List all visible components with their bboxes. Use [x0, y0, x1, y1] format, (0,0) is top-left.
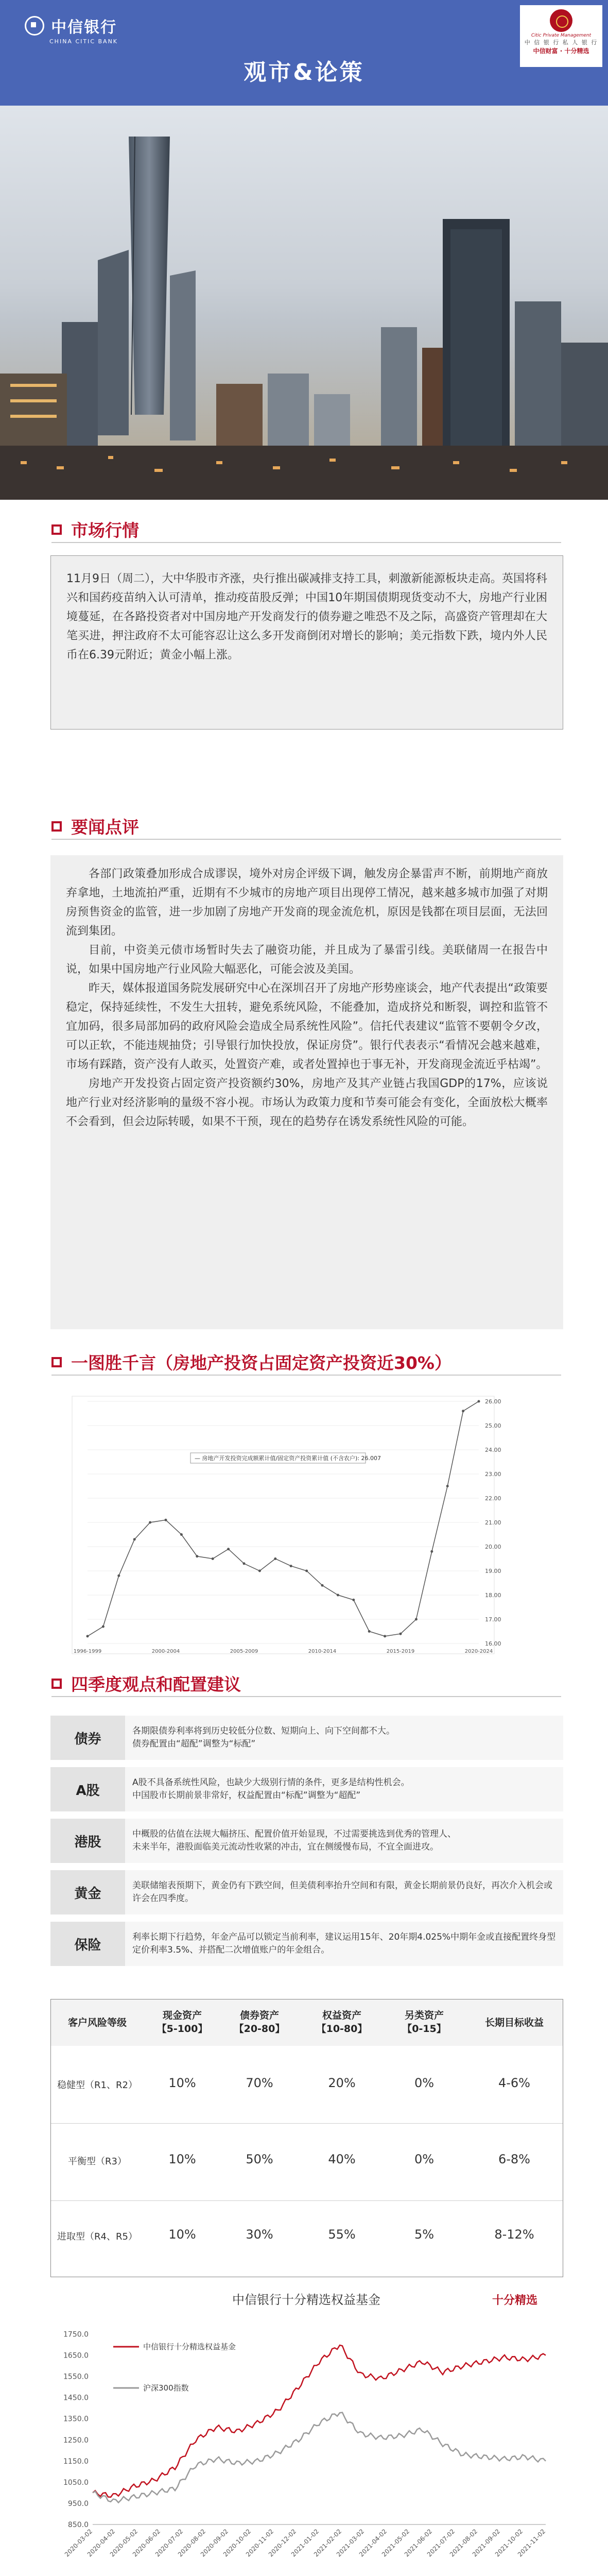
fund-x-tick-label: 2021-01-02 — [289, 2528, 321, 2558]
fund-y-tick-label: 1150.0 — [63, 2457, 89, 2466]
allocation-row-insurance — [50, 1922, 563, 1966]
seal-icon — [550, 9, 572, 32]
ratio-data-point — [368, 1630, 371, 1633]
fund-y-tick-label: 950.0 — [67, 2499, 89, 2508]
y-tick-label: 19.00 — [485, 1568, 501, 1574]
ratio-data-point — [212, 1557, 214, 1560]
allocation-line: 未来半年，港股面临美元流动性收紧的冲击，宜在侧缓慢布局，不宜全面进攻。 — [132, 1842, 439, 1852]
page-title: 观市&论策 — [244, 59, 364, 86]
cell-bond: 50% — [246, 2152, 273, 2166]
fund-x-tick-label: 2020-04-02 — [85, 2528, 117, 2558]
header-equity: 权益资产 【10-80】 — [316, 2010, 368, 2035]
realestate-ratio-svg — [67, 1391, 543, 1668]
y-tick-label: 25.00 — [485, 1422, 501, 1429]
bank-name-en: CHINA CITIC BANK — [49, 38, 118, 45]
section-square-icon — [51, 1357, 62, 1367]
header-banner — [0, 0, 608, 106]
allocation-value — [125, 1767, 563, 1811]
ratio-data-point — [180, 1533, 183, 1536]
section-allocation-heading — [51, 1671, 241, 1696]
cell-cash: 10% — [168, 2152, 196, 2166]
header-bond: 债券资产 【20-80】 — [234, 2010, 285, 2035]
citic-bank-logo — [25, 14, 118, 45]
allocation-line: 债券配置由“超配”调整为“标配” — [132, 1739, 256, 1749]
ratio-data-point — [290, 1565, 292, 1567]
points-paragraph: 房地产开发投资占固定资产投资额约30%，房地产及其产业链占我国GDP的17%，应该说地产行业对经济影响的量级不容小视。市场认为政策力度和节奏可能会有变化，全面放松大概率不会看到，但会边际转暖，如果不干预，现在的趋势存在诱发系统性风险的可能。 — [66, 1077, 548, 1128]
section-allocation-title: 四季度观点和配置建议 — [71, 1674, 241, 1694]
cell-cash: 10% — [168, 2076, 196, 2090]
ratio-data-point — [430, 1550, 433, 1553]
fund-chart-title: 中信银行十分精选权益基金 — [232, 2293, 380, 2307]
bank-name-cn: 中信银行 — [51, 19, 117, 37]
cell-bond: 30% — [246, 2227, 273, 2242]
allocation-value — [125, 1870, 563, 1914]
cell-alternative: 5% — [414, 2227, 435, 2242]
ratio-data-point — [149, 1521, 151, 1524]
ratio-data-point — [196, 1555, 198, 1557]
fund-x-tick-label: 2020-09-02 — [199, 2528, 230, 2558]
row-label: 平衡型（R3） — [68, 2156, 127, 2167]
y-tick-label: 24.00 — [485, 1447, 501, 1453]
allocation-value — [125, 1716, 563, 1760]
allocation-line: 利率长期下行趋势，年金产品可以锁定当前利率，建议运用15年、20年期4.025%中期年金或直接配置终身型定价利率3.5%、并搭配二次增值账户的年金组合。 — [132, 1932, 556, 1955]
y-tick-label: 21.00 — [485, 1519, 501, 1526]
legend-index-label: 沪深300指数 — [143, 2383, 189, 2393]
ratio-data-point — [384, 1635, 386, 1637]
index-series-line — [93, 2413, 546, 2503]
x-tick-label: 2015-2019 — [386, 1649, 415, 1654]
section-market-title: 市场行情 — [71, 520, 139, 540]
cell-target: 4-6% — [498, 2076, 530, 2090]
ratio-data-point — [258, 1570, 261, 1572]
fund-x-tick-label: 2021-05-02 — [380, 2528, 411, 2558]
fund-y-tick-label: 1050.0 — [63, 2478, 89, 2487]
section-market-heading — [51, 517, 139, 541]
section-square-icon — [51, 821, 62, 832]
ratio-data-point — [117, 1574, 120, 1577]
ratio-data-point — [86, 1635, 89, 1637]
fund-x-tick-label: 2021-02-02 — [312, 2528, 343, 2558]
ratio-data-point — [321, 1584, 324, 1587]
y-tick-label: 17.00 — [485, 1616, 501, 1623]
allocation-key: 债券 — [50, 1716, 125, 1760]
fund-series-line — [93, 2345, 546, 2497]
fund-chart-svg — [51, 2277, 561, 2576]
y-tick-label: 16.00 — [485, 1640, 501, 1647]
fund-x-tick-label: 2021-11-02 — [516, 2528, 547, 2558]
fund-x-tick-label: 2020-03-02 — [63, 2528, 94, 2558]
fund-x-tick-label: 2020-10-02 — [221, 2528, 253, 2558]
allocation-value — [125, 1922, 563, 1966]
fund-x-tick-label: 2021-04-02 — [357, 2528, 389, 2558]
ratio-data-point — [415, 1618, 418, 1621]
allocation-line: 中国股市长期前景非常好，权益配置由“标配”调整为“超配” — [132, 1790, 361, 1801]
chart-legend-text: — 房地产开发投资完成额累计值/固定资产投资累计值 (不含农户): 26.007 — [195, 1455, 381, 1462]
ratio-data-point — [165, 1519, 167, 1521]
section-divider — [51, 1375, 561, 1376]
x-tick-label: 1996-1999 — [73, 1649, 102, 1654]
allocation-line: 中概股的估值在法规大幅挤压、配置价值开始显现，不过需要挑选到优秀的管理人、 — [132, 1829, 456, 1839]
header-risk-level: 客户风险等级 — [67, 2017, 127, 2028]
x-tick-label: 2010-2014 — [308, 1649, 337, 1654]
cell-cash: 10% — [168, 2227, 196, 2242]
cityscape-illustration — [0, 106, 608, 500]
realestate-ratio-chart — [67, 1391, 543, 1668]
ratio-data-point — [274, 1557, 276, 1560]
fund-y-tick-label: 1350.0 — [63, 2415, 89, 2424]
fund-y-tick-label: 1250.0 — [63, 2436, 89, 2445]
allocation-row-gold — [50, 1870, 563, 1914]
fund-x-tick-label: 2021-03-02 — [335, 2528, 366, 2558]
fund-x-tick-label: 2020-12-02 — [267, 2528, 298, 2558]
fund-y-tick-label: 850.0 — [67, 2521, 89, 2529]
y-tick-label: 26.00 — [485, 1398, 501, 1405]
private-bank-logo — [520, 5, 602, 67]
row-label: 进取型（R4、R5） — [57, 2231, 137, 2242]
y-tick-label: 22.00 — [485, 1495, 501, 1502]
fund-y-tick-label: 1550.0 — [63, 2372, 89, 2381]
private-bank-sub: 中信财富 · 十分精选 — [533, 47, 589, 55]
header-cash: 现金资产 【5-100】 — [157, 2010, 208, 2035]
allocation-row-ashare — [50, 1767, 563, 1811]
ratio-data-point — [478, 1400, 480, 1403]
private-bank-name: 中 信 银 行 私 人 银 行 — [524, 39, 598, 46]
row-divider — [51, 2123, 563, 2124]
fund-x-tick-label: 2021-10-02 — [493, 2528, 525, 2558]
ratio-data-point — [243, 1562, 246, 1565]
header-alternative: 另类资产 【0-15】 — [402, 2010, 446, 2035]
section-points-heading — [51, 814, 139, 838]
cell-equity: 55% — [328, 2227, 356, 2242]
cell-bond: 70% — [246, 2076, 273, 2090]
allocation-value — [125, 1819, 563, 1863]
cell-alternative: 0% — [414, 2152, 435, 2166]
cell-target: 6-8% — [498, 2152, 530, 2166]
y-tick-label: 23.00 — [485, 1471, 501, 1478]
section-points-title: 要闻点评 — [71, 817, 139, 837]
row-divider — [51, 2200, 563, 2201]
hero-cityscape-image — [0, 106, 608, 500]
risk-allocation-table — [50, 1999, 563, 2277]
allocation-key: A股 — [50, 1767, 125, 1811]
section-chart-title: 一图胜千言（房地产投资占固定资产投资近30%） — [71, 1353, 451, 1373]
cell-equity: 40% — [328, 2152, 356, 2166]
market-text-box — [50, 555, 563, 730]
fund-x-tick-label: 2020-11-02 — [244, 2528, 275, 2558]
ratio-data-point — [337, 1594, 339, 1597]
fund-x-tick-label: 2020-07-02 — [153, 2528, 185, 2558]
ratio-data-point — [133, 1538, 136, 1540]
ratio-data-point — [305, 1570, 308, 1572]
ratio-data-point — [227, 1548, 230, 1550]
allocation-key: 保险 — [50, 1922, 125, 1966]
ratio-data-point — [399, 1633, 402, 1635]
fund-x-tick-label: 2020-08-02 — [176, 2528, 207, 2558]
private-bank-script: Citic Private Management — [531, 33, 592, 38]
ratio-data-point — [446, 1485, 449, 1487]
ratio-data-point — [102, 1625, 105, 1628]
allocation-key: 黄金 — [50, 1870, 125, 1914]
section-divider — [51, 839, 561, 840]
ratio-data-point — [352, 1599, 355, 1601]
x-tick-label: 2020-2024 — [464, 1649, 493, 1654]
fund-x-tick-label: 2021-06-02 — [403, 2528, 434, 2558]
header-target-return: 长期目标收益 — [484, 2017, 544, 2028]
fund-performance-chart — [51, 2277, 561, 2576]
ratio-data-point — [462, 1410, 464, 1412]
cell-target: 8-12% — [494, 2227, 534, 2242]
allocation-key: 港股 — [50, 1819, 125, 1863]
allocation-line: A股不具备系统性风险，也缺少大级别行情的条件，更多是结构性机会。 — [132, 1777, 410, 1788]
legend-fund-label: 中信银行十分精选权益基金 — [143, 2342, 236, 2351]
fund-y-tick-label: 1450.0 — [63, 2394, 89, 2402]
x-tick-label: 2005-2009 — [230, 1649, 258, 1654]
fund-y-tick-label: 1750.0 — [63, 2330, 89, 2339]
row-label: 稳健型（R1、R2） — [57, 2080, 137, 2091]
allocation-line: 美联储缩表预期下，黄金仍有下跌空间，但美债利率抬升空间和有限，黄金长期前景仍良好，再次介入机会或许会在四季度。 — [132, 1880, 552, 1904]
fund-y-tick-label: 1650.0 — [63, 2351, 89, 2360]
allocation-line: 各期限债券利率将到历史较低分位数、短期向上、向下空间都不大。 — [132, 1726, 395, 1736]
section-divider — [51, 542, 561, 543]
section-square-icon — [51, 524, 62, 535]
allocation-row-bond — [50, 1716, 563, 1760]
x-tick-label: 2000-2004 — [151, 1649, 180, 1654]
cell-alternative: 0% — [414, 2076, 435, 2090]
fund-badge-text: 十分精选 — [492, 2294, 538, 2307]
points-text-box — [50, 855, 563, 1329]
fund-x-tick-label: 2021-08-02 — [448, 2528, 479, 2558]
fund-x-tick-label: 2021-07-02 — [425, 2528, 457, 2558]
section-square-icon — [51, 1679, 62, 1689]
fund-x-tick-label: 2020-05-02 — [108, 2528, 140, 2558]
fund-x-tick-label: 2020-06-02 — [131, 2528, 162, 2558]
allocation-row-hkshare — [50, 1819, 563, 1863]
points-paragraph: 昨天，媒体报道国务院发展研究中心在深圳召开了房地产形势座谈会，地产代表提出“政策要稳定，保持延续性，不发生大扭转，避免系统风险，不能叠加，造成挤兑和断裂，调控和监管不宜加码，很多局部加码的政府风险会造成全局系统性风险”。信托代表建议“监管不要朝令夕改，可以正软，不能违规抽贷；引导银行加快投放，保证房贷”。银行代表表示“看情况会越来越难，市场有踩踏，资产没有人敢买，处置资产难，或者处置掉也于事无补，开发商现金流近乎枯竭”。 — [66, 982, 548, 1071]
cell-equity: 20% — [328, 2076, 356, 2090]
fund-x-tick-label: 2021-09-02 — [471, 2528, 502, 2558]
points-paragraph: 各部门政策叠加形成合成谬误，境外对房企评级下调，触发房企暴雷声不断，前期地产商放弃拿地，土地流拍严重，近期有不少城市的房地产项目出现停工情况，越来越多城市加强了对期房预售资金的监管，进一步加剧了房地产开发商的现金流危机，原因是钱都在项目层面，无法回流到集团。 — [66, 868, 548, 938]
y-tick-label: 18.00 — [485, 1592, 501, 1599]
market-text: 11月9日（周二），大中华股市齐涨，央行推出碳减排支持工具，刺激新能源板块走高。英国将科兴和国药疫苗纳入认可清单，推动疫苗股反弹；中国10年期国债期现货变动不大，房地产行业困境蔓延，在各路投资者对中国房地产开发商发行的债券避之唯恐不及之际，高盛资产管理却在大笔买进，押注政府不太可能容忍让这么多开发商倒闭对增长的影响；美元指数下跌，境内外人民币在6.39元附近；黄金小幅上涨。 — [66, 572, 547, 662]
section-chart-heading — [51, 1350, 451, 1374]
points-paragraph: 目前，中资美元债市场暂时失去了融资功能，并且成为了暴雷引线。美联储周一在报告中说，如果中国房地产行业风险大幅恶化，可能会波及美国。 — [66, 944, 548, 976]
section-divider — [51, 1696, 561, 1697]
citic-logo-icon — [25, 16, 44, 36]
y-tick-label: 20.00 — [485, 1544, 501, 1550]
